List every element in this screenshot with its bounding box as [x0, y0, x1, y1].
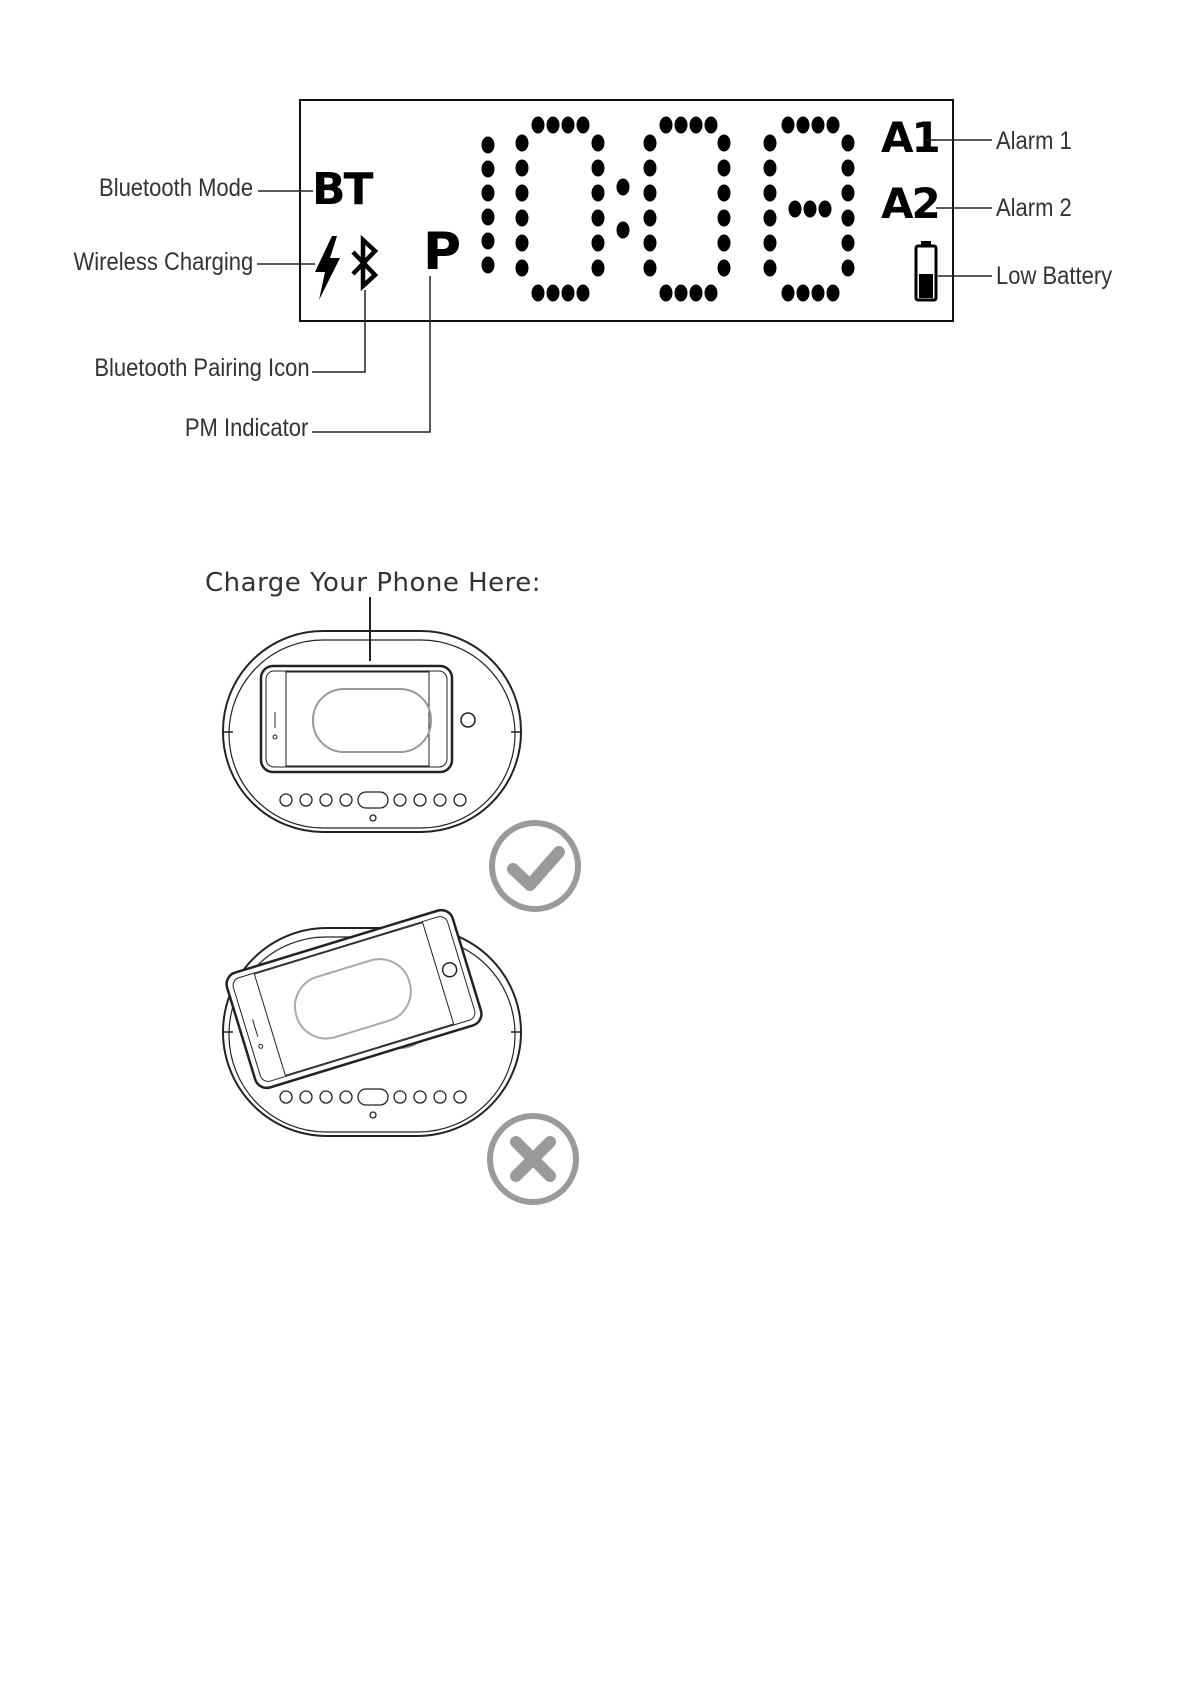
lcd-dot	[617, 179, 630, 196]
lcd-dot	[562, 117, 575, 134]
lcd-dot	[547, 117, 560, 134]
battery-icon	[916, 241, 936, 300]
label-bluetooth-pairing-icon: Bluetooth Pairing Icon	[94, 354, 310, 382]
x-icon	[490, 1116, 576, 1202]
lcd-dot	[644, 235, 657, 252]
lcd-dot	[718, 235, 731, 252]
bt-indicator: BT	[312, 164, 372, 215]
lcd-dot	[516, 235, 529, 252]
lcd-dot	[592, 235, 605, 252]
lcd-dot	[690, 117, 703, 134]
lcd-dot	[842, 135, 855, 152]
lcd-dot	[797, 117, 810, 134]
lcd-dot	[482, 137, 495, 154]
lcd-dot	[482, 209, 495, 226]
lcd-dot	[532, 285, 545, 302]
lcd-dot	[764, 260, 777, 277]
lcd-dot	[516, 260, 529, 277]
lcd-dot	[562, 285, 575, 302]
lcd-dot	[842, 260, 855, 277]
lcd-dot	[644, 210, 657, 227]
lcd-dot	[617, 222, 630, 239]
lcd-dot	[718, 135, 731, 152]
alarm-1-indicator: A1	[881, 113, 939, 162]
lcd-dot	[804, 201, 817, 218]
lcd-dot	[592, 260, 605, 277]
lcd-dot	[516, 160, 529, 177]
lcd-dot	[516, 185, 529, 202]
lcd-dot	[812, 285, 825, 302]
correct-placement-illustration	[223, 597, 521, 832]
lcd-dot	[592, 185, 605, 202]
lcd-dot	[482, 185, 495, 202]
lcd-dot	[516, 210, 529, 227]
lcd-dot	[592, 210, 605, 227]
lcd-dot	[577, 117, 590, 134]
lcd-dot	[782, 285, 795, 302]
alarm-2-indicator: A2	[881, 179, 939, 228]
label-bluetooth-mode: Bluetooth Mode	[98, 174, 253, 202]
lcd-dot	[812, 117, 825, 134]
lcd-dot	[789, 201, 802, 218]
lcd-dot	[827, 117, 840, 134]
lcd-dot	[764, 210, 777, 227]
bluetooth-icon	[353, 240, 375, 286]
lcd-dot	[675, 117, 688, 134]
lcd-dot	[660, 117, 673, 134]
label-wireless-charging: Wireless Charging	[73, 248, 253, 276]
lcd-dot	[592, 160, 605, 177]
lcd-dot	[660, 285, 673, 302]
lcd-dot	[764, 160, 777, 177]
lcd-dot	[782, 117, 795, 134]
lcd-dot	[718, 210, 731, 227]
lcd-dot	[482, 161, 495, 178]
lcd-dot	[675, 285, 688, 302]
lcd-dot	[532, 117, 545, 134]
lcd-dot	[705, 285, 718, 302]
pm-indicator: P	[423, 222, 462, 282]
lcd-dot	[592, 135, 605, 152]
lcd-dot	[718, 185, 731, 202]
lcd-dot	[577, 285, 590, 302]
lcd-dot	[764, 185, 777, 202]
time-digits	[482, 117, 855, 302]
lcd-dot	[516, 135, 529, 152]
lcd-dot	[842, 235, 855, 252]
lcd-dot	[827, 285, 840, 302]
lcd-dot	[644, 185, 657, 202]
lcd-dot	[644, 135, 657, 152]
charge-title: Charge Your Phone Here:	[205, 568, 542, 598]
lcd-dot	[644, 160, 657, 177]
lcd-dot	[819, 201, 832, 218]
lcd-dot	[764, 135, 777, 152]
lcd-dot	[690, 285, 703, 302]
lcd-dot	[842, 160, 855, 177]
lcd-dot	[482, 233, 495, 250]
lcd-dot	[764, 235, 777, 252]
lightning-icon	[315, 236, 340, 300]
lcd-dot	[718, 160, 731, 177]
lcd-dot	[797, 285, 810, 302]
check-icon	[492, 823, 578, 909]
label-pm-indicator: PM Indicator	[184, 414, 308, 442]
incorrect-placement-illustration	[223, 907, 521, 1136]
label-low-battery: Low Battery	[996, 262, 1113, 290]
lcd-dot	[718, 260, 731, 277]
lcd-dot	[644, 260, 657, 277]
lcd-dot	[842, 210, 855, 227]
lcd-dot	[547, 285, 560, 302]
label-alarm-2: Alarm 2	[996, 194, 1072, 222]
lcd-dot	[842, 185, 855, 202]
lcd-dot	[482, 257, 495, 274]
lcd-dot	[705, 117, 718, 134]
label-alarm-1: Alarm 1	[996, 127, 1072, 155]
